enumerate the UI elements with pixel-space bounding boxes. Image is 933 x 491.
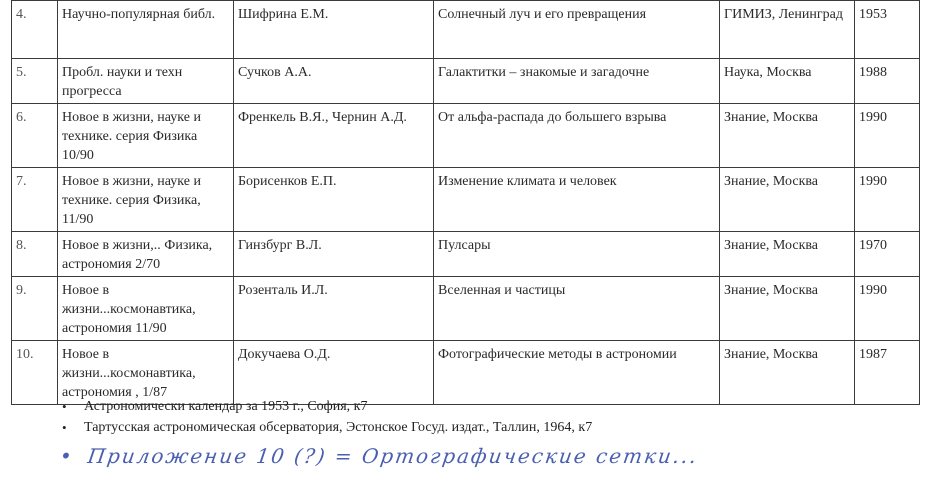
title-cell: Пулсары: [434, 232, 720, 277]
publisher-cell: ГИМИЗ, Ленинград: [720, 1, 855, 59]
publisher-cell: Знание, Москва: [720, 277, 855, 341]
publisher-cell: Знание, Москва: [720, 104, 855, 168]
series-cell: Новое в жизни...космонавтика, астрономия , 1/87: [58, 341, 234, 405]
row-number: 8.: [12, 232, 58, 277]
title-cell: Фотографические методы в астрономии: [434, 341, 720, 405]
author-cell: Гинзбург В.Л.: [234, 232, 434, 277]
table-row: [12, 232, 920, 277]
row-number: 9.: [12, 277, 58, 341]
series-cell: Новое в жизни,.. Физика, астрономия 2/70: [58, 232, 234, 277]
table-row: [12, 341, 920, 405]
table-row: [12, 277, 920, 341]
series-cell: Пробл. науки и техн прогресса: [58, 59, 234, 104]
reference-text: Тартусская астрономическая обсерватория, Эстонское Госуд. издат., Таллин, 1964, к7: [84, 420, 593, 435]
author-cell: Шифрина Е.М.: [234, 1, 434, 59]
list-item: [58, 396, 592, 417]
series-cell: Научно-популярная библ.: [58, 1, 234, 59]
year-cell: 1990: [855, 104, 920, 168]
handwritten-note-text: Приложение 10 (?) = Ортографические сетки...: [86, 444, 700, 468]
books-table: [11, 0, 920, 405]
publisher-cell: Наука, Москва: [720, 59, 855, 104]
year-cell: 1953: [855, 1, 920, 59]
author-cell: Френкель В.Я., Чернин А.Д.: [234, 104, 434, 168]
author-cell: Сучков А.А.: [234, 59, 434, 104]
year-cell: 1990: [855, 168, 920, 232]
reference-list: [58, 396, 592, 438]
table-row: [12, 168, 920, 232]
list-item: [58, 417, 592, 438]
handwritten-note: [58, 444, 699, 468]
title-cell: Солнечный луч и его превращения: [434, 1, 720, 59]
title-cell: Галактитки – знакомые и загадочне: [434, 59, 720, 104]
series-cell: Новое в жизни, науке и технике. серия Физика, 11/90: [58, 168, 234, 232]
year-cell: 1987: [855, 341, 920, 405]
row-number: 6.: [12, 104, 58, 168]
row-number: 10.: [12, 341, 58, 405]
year-cell: 1988: [855, 59, 920, 104]
year-cell: 1970: [855, 232, 920, 277]
year-cell: 1990: [855, 277, 920, 341]
row-number: 4.: [12, 1, 58, 59]
series-cell: Новое в жизни...космонавтика, астрономия 11/90: [58, 277, 234, 341]
publisher-cell: Знание, Москва: [720, 232, 855, 277]
title-cell: От альфа-распада до большего взрыва: [434, 104, 720, 168]
row-number: 5.: [12, 59, 58, 104]
bullet-icon: •: [62, 399, 67, 414]
series-cell: Новое в жизни, науке и технике. серия Физика 10/90: [58, 104, 234, 168]
publisher-cell: Знание, Москва: [720, 341, 855, 405]
books-table-body: [12, 1, 920, 405]
author-cell: Розенталь И.Л.: [234, 277, 434, 341]
row-number: 7.: [12, 168, 58, 232]
title-cell: Вселенная и частицы: [434, 277, 720, 341]
reference-text: Астрономически календар за 1953 г., София, к7: [84, 399, 368, 414]
author-cell: Борисенков Е.П.: [234, 168, 434, 232]
table-row: [12, 104, 920, 168]
table-row: [12, 59, 920, 104]
bullet-icon: •: [58, 444, 76, 468]
title-cell: Изменение климата и человек: [434, 168, 720, 232]
bullet-icon: •: [62, 420, 67, 435]
author-cell: Докучаева О.Д.: [234, 341, 434, 405]
publisher-cell: Знание, Москва: [720, 168, 855, 232]
table-row: [12, 1, 920, 59]
